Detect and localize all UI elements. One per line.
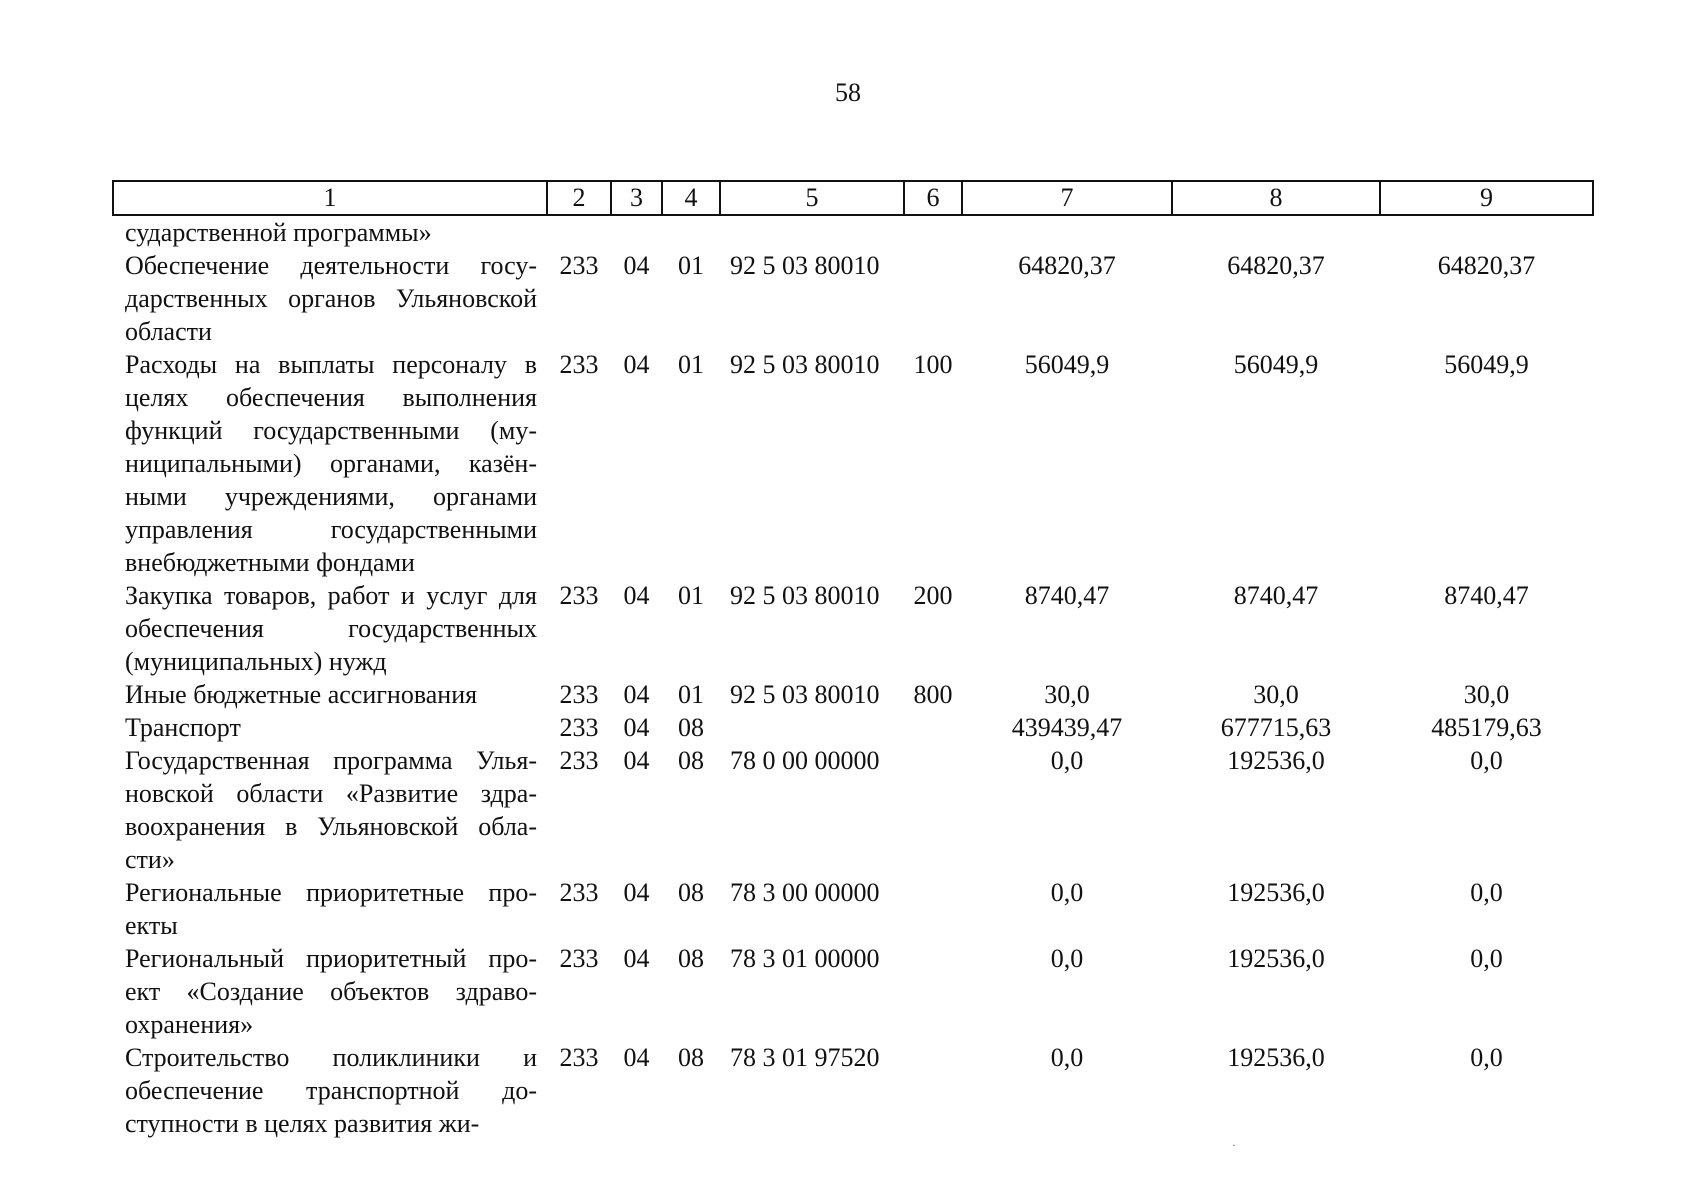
row-subsection-code	[662, 215, 720, 249]
row-expense-type	[904, 249, 962, 348]
header-col-5: 5	[720, 181, 904, 215]
row-section-code: 04	[623, 350, 650, 379]
row-section-code: 04	[623, 581, 650, 610]
row-amount-col7: 56049,9	[1024, 350, 1110, 379]
row-section-code	[611, 215, 662, 249]
row-name: Обеспечение деятельности госу-дарственных органов Ульяновской области	[125, 251, 537, 346]
row-ministry-code	[547, 215, 611, 249]
row-amount-col9: 30,0	[1463, 680, 1510, 709]
row-subsection-code: 08	[678, 1043, 704, 1072]
row-amount-col8: 192536,0	[1227, 1043, 1325, 1072]
row-expense-type	[904, 1041, 962, 1140]
row-target-article: 92 5 03 80010	[730, 581, 880, 610]
row-amount-col7: 0,0	[1050, 944, 1084, 973]
row-amount-col7: 30,0	[1044, 680, 1090, 709]
row-ministry-code: 233	[559, 713, 599, 742]
row-expense-type: 100	[913, 350, 953, 379]
row-name: Региональные приоритетные про-екты	[125, 878, 537, 940]
row-expense-type	[904, 942, 962, 1041]
row-expense-type	[904, 876, 962, 942]
page-number: 58	[835, 78, 861, 107]
row-section-code: 04	[623, 878, 650, 907]
row-ministry-code: 233	[559, 1043, 599, 1072]
row-name: Иные бюджетные ассигнования	[125, 680, 478, 709]
table-row	[113, 579, 1593, 678]
row-ministry-code: 233	[559, 350, 599, 379]
row-name: Расходы на выплаты персоналу в целях обеспечения выполнения функций государственными (му-ниципальными) органами, казён-ными учреждениями, органами управления государственными внебюджетными фондами	[125, 350, 537, 577]
row-section-code: 04	[623, 713, 650, 742]
row-subsection-code: 01	[678, 350, 704, 379]
table-row	[113, 215, 1593, 249]
row-name: Региональный приоритетный про-ект «Создание объектов здраво-охранения»	[125, 944, 537, 1039]
row-ministry-code: 233	[559, 581, 599, 610]
row-section-code: 04	[623, 251, 650, 280]
table-row	[113, 249, 1593, 348]
row-amount-col7: 8740,47	[1024, 581, 1110, 610]
row-amount-col9	[1380, 215, 1593, 249]
row-amount-col8: 192536,0	[1227, 746, 1325, 775]
row-name: Транспорт	[125, 713, 241, 742]
row-section-code: 04	[623, 1043, 650, 1072]
budget-table	[112, 180, 1594, 1140]
table-row	[113, 744, 1593, 876]
row-section-code: 04	[623, 746, 650, 775]
row-expense-type: 200	[913, 581, 953, 610]
row-target-article: 92 5 03 80010	[730, 680, 880, 709]
row-target-article	[720, 711, 904, 744]
row-amount-col8: 30,0	[1253, 680, 1299, 709]
row-amount-col7: 0,0	[1050, 1043, 1084, 1072]
row-subsection-code: 08	[678, 878, 704, 907]
header-col-2: 2	[547, 181, 611, 215]
row-amount-col9: 0,0	[1470, 1043, 1503, 1072]
row-amount-col8: 677715,63	[1220, 713, 1332, 742]
row-target-article: 78 3 00 00000	[730, 878, 880, 907]
row-ministry-code: 233	[559, 251, 599, 280]
table-header	[113, 181, 1593, 215]
row-amount-col9: 0,0	[1470, 746, 1503, 775]
row-expense-type	[904, 711, 962, 744]
header-col-8: 8	[1172, 181, 1380, 215]
row-amount-col8: 64820,37	[1227, 251, 1325, 280]
row-section-code: 04	[623, 680, 650, 709]
row-target-article: 78 3 01 00000	[730, 944, 880, 973]
header-col-9: 9	[1380, 181, 1593, 215]
header-col-3: 3	[611, 181, 662, 215]
header-col-6: 6	[904, 181, 962, 215]
row-expense-type: 800	[913, 680, 953, 709]
table-row	[113, 942, 1593, 1041]
row-expense-type	[904, 215, 962, 249]
row-target-article: 78 0 00 00000	[730, 746, 880, 775]
header-col-4: 4	[662, 181, 720, 215]
row-ministry-code: 233	[559, 680, 599, 709]
table-row	[113, 1041, 1593, 1140]
row-amount-col9: 56049,9	[1444, 350, 1529, 379]
table-body	[113, 215, 1593, 1140]
row-name: Государственная программа Улья-новской области «Развитие здра-воохранения в Ульяновской обла-сти»	[125, 746, 537, 874]
table-row	[113, 711, 1593, 744]
row-ministry-code: 233	[559, 746, 599, 775]
row-subsection-code: 08	[678, 944, 704, 973]
row-subsection-code: 08	[678, 713, 704, 742]
row-target-article	[720, 215, 904, 249]
row-target-article: 78 3 01 97520	[730, 1043, 880, 1072]
scan-speck: ·	[1232, 1138, 1236, 1152]
row-amount-col7: 64820,37	[1018, 251, 1116, 280]
row-name: сударственной программы»	[125, 218, 432, 247]
row-amount-col9: 8740,47	[1444, 581, 1529, 610]
row-subsection-code: 01	[678, 251, 704, 280]
header-col-7: 7	[962, 181, 1172, 215]
row-section-code: 04	[623, 944, 650, 973]
header-col-1: 1	[113, 181, 547, 215]
row-amount-col9: 0,0	[1470, 944, 1503, 973]
row-amount-col7	[962, 215, 1172, 249]
header-row	[113, 181, 1593, 215]
row-subsection-code: 08	[678, 746, 704, 775]
row-target-article: 92 5 03 80010	[730, 251, 880, 280]
row-expense-type	[904, 744, 962, 876]
row-subsection-code: 01	[678, 680, 704, 709]
row-amount-col8	[1172, 215, 1380, 249]
row-amount-col8: 192536,0	[1227, 878, 1325, 907]
row-amount-col7: 439439,47	[1011, 713, 1123, 742]
table-row	[113, 348, 1593, 579]
row-amount-col9: 485179,63	[1431, 713, 1542, 742]
row-target-article: 92 5 03 80010	[730, 350, 880, 379]
row-amount-col8: 56049,9	[1233, 350, 1319, 379]
row-ministry-code: 233	[559, 878, 599, 907]
row-name: Строительство поликлиники и обеспечение транспортной до-ступности в целях развития жи-	[125, 1043, 537, 1138]
row-amount-col8: 8740,47	[1233, 581, 1319, 610]
row-ministry-code: 233	[559, 944, 599, 973]
row-subsection-code: 01	[678, 581, 704, 610]
row-amount-col9: 64820,37	[1437, 251, 1536, 280]
row-amount-col7: 0,0	[1050, 878, 1084, 907]
row-amount-col9: 0,0	[1470, 878, 1503, 907]
row-amount-col7: 0,0	[1050, 746, 1084, 775]
row-amount-col8: 192536,0	[1227, 944, 1325, 973]
table-row	[113, 678, 1593, 711]
row-name: Закупка товаров, работ и услуг для обеспечения государственных (муниципальных) нужд	[125, 581, 537, 676]
table-row	[113, 876, 1593, 942]
